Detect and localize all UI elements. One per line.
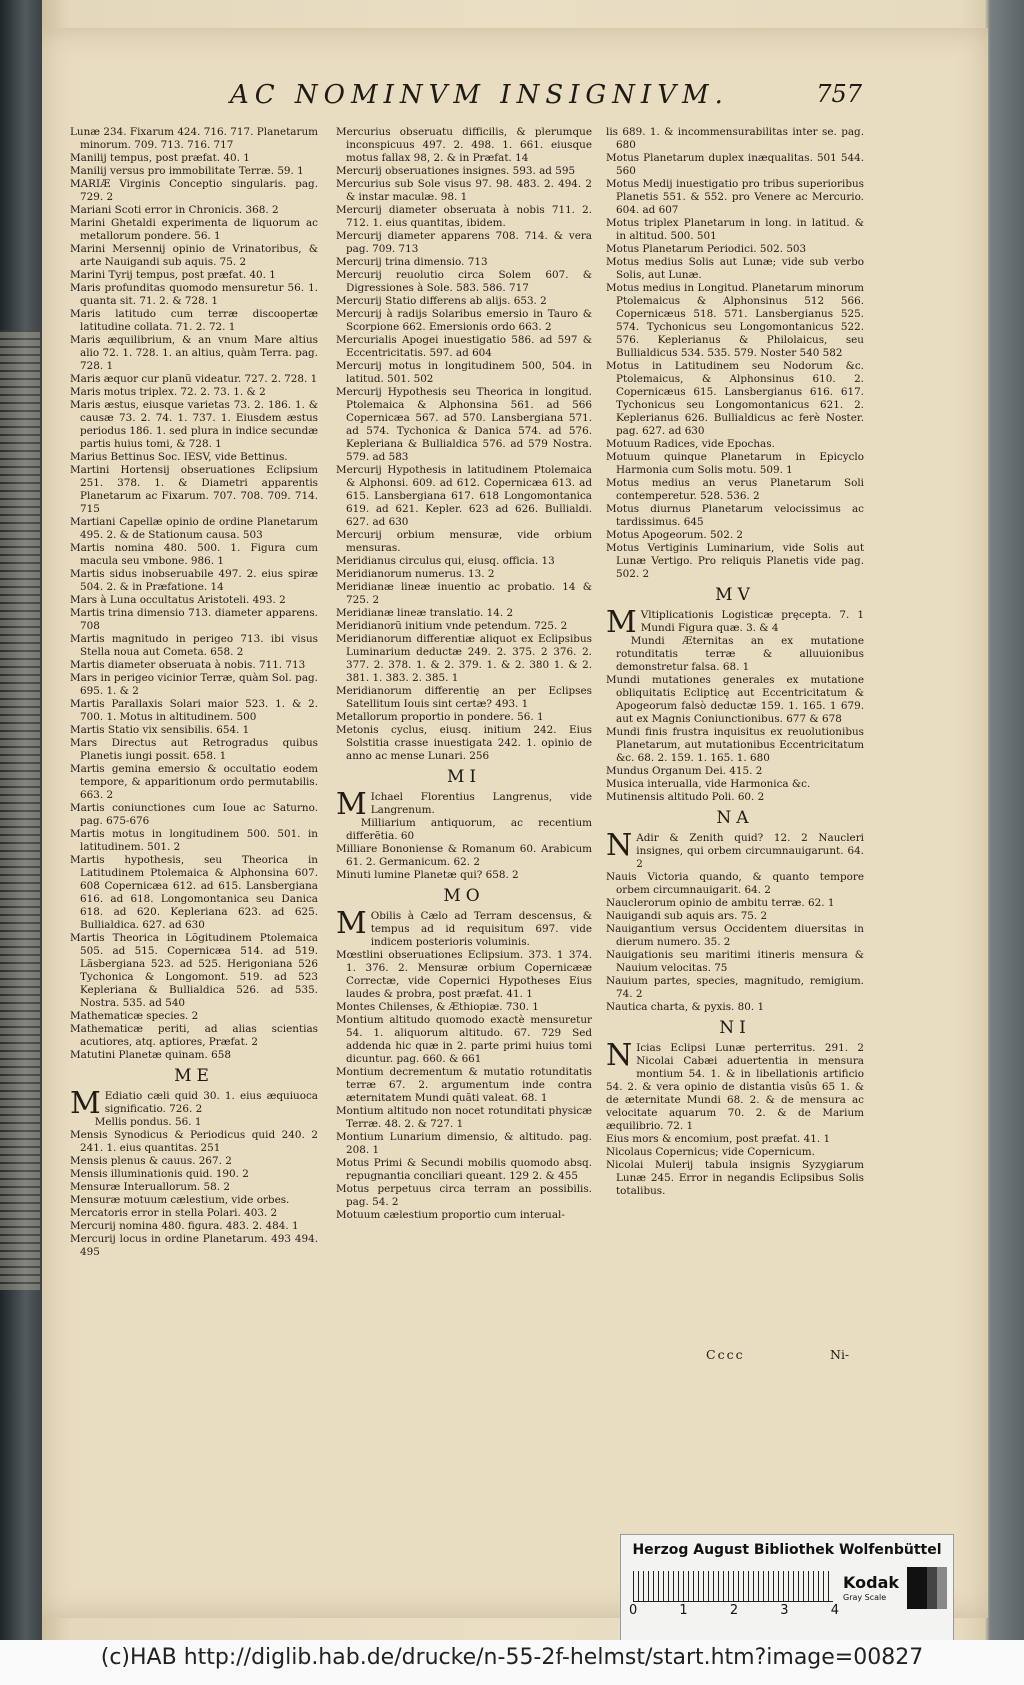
index-entry: Maris profunditas quomodo mensuretur 56. 1. quanta sit. 71. 2. & 728. 1	[70, 282, 318, 307]
index-entry: Lunæ 234. Fixarum 424. 716. 717. Planetarum minorum. 709. 713. 716. 717	[70, 126, 318, 151]
index-entry: Mensis illuminationis quid. 190. 2	[70, 1168, 249, 1180]
index-entry: Meridianorũ initium vnde petendum. 725. 2	[336, 620, 568, 632]
drop-cap: M	[336, 906, 367, 941]
index-entry: Motuum cælestium proportio cum interual-	[336, 1209, 565, 1221]
index-entry: Mercurij obseruationes insignes. 593. ad 595	[336, 165, 576, 177]
drop-cap: M	[606, 605, 637, 640]
first-entry-text: Vltiplicationis Logisticæ pręcepta. 7. 1 Mundi Figura quæ. 3. & 4	[640, 609, 864, 634]
index-entry: Martis gemina emersio & occultatio eodem tempore, & apparitionum ordo permutabilis. 663. 2	[70, 763, 318, 801]
section-heading-na: NA	[716, 808, 754, 828]
entry-list-left-after	[70, 1116, 318, 1259]
library-name: Herzog August Bibliothek Wolfenbüttel	[632, 1542, 942, 1558]
index-entry: Motus medius Solis aut Lunæ; vide sub verbo Solis, aut Lunæ.	[606, 256, 864, 281]
index-entry: Mercurij diameter obseruata à nobis 711. 2. 712. 1. eius quantitas, ibidem.	[336, 204, 592, 229]
index-entry: Meridianorum differentię an per Eclipses Satellitum Iouis sint certæ? 493. 1	[336, 685, 592, 710]
index-entry: Mathematicæ species. 2	[70, 1010, 199, 1022]
section-first-entry	[336, 787, 592, 822]
scale-ruler	[633, 1571, 833, 1602]
credit-link[interactable]: (c)HAB http://diglib.hab.de/drucke/n-55-2f-helmst/start.htm?image=00827	[100, 1645, 924, 1670]
index-entry: Meridianorum numerus. 13. 2	[336, 568, 495, 580]
page-number: 757	[816, 80, 862, 108]
index-entry: Motus Primi & Secundi mobilis quomodo absq. repugnantia conciliari queant. 129 2. & 455	[336, 1157, 592, 1182]
index-entry: Mercurij motus in longitudinem 500, 504. in latitud. 501. 502	[336, 360, 592, 385]
drop-cap: N	[606, 828, 633, 863]
index-entry: Mercurialis Apogei inuestigatio 586. ad 597 & Eccentricitatis. 597. ad 604	[336, 334, 592, 359]
index-entry: Mercurij locus in ordine Planetarum. 493 494. 495	[70, 1233, 318, 1258]
index-entry: Meridianorum differentiæ aliquot ex Eclipsibus Luminarium deductæ 249. 2. 375. 2 376. 2. 377. 2. 378. 1. & 2. 379. 1. & 2. 380 1. & 2. 381. 1. 383. 2. 385. 1	[336, 633, 592, 684]
index-entry: Nautica charta, & pyxis. 80. 1	[606, 1001, 765, 1013]
section-heading-mv: MV	[715, 585, 755, 605]
entry-list-right-after-1	[606, 635, 864, 804]
page-edges	[0, 330, 40, 1290]
section-heading-mo: MO	[443, 886, 485, 906]
index-entry: Mensuræ Interuallorum. 58. 2	[70, 1181, 230, 1193]
index-entry: Mercurius obseruatu difficilis, & plerumque inconspicuus 497. 2. 498. 1. 661. eiusque motus fallax 98, 2. & in Præfat. 14	[336, 126, 592, 164]
index-entry: Eius mors & encomium, post præfat. 41. 1	[606, 1133, 831, 1145]
index-entry: Motuum quinque Planetarum in Epicyclo Harmonia cum Solis motu. 509. 1	[606, 451, 864, 476]
index-entry: Milliare Bononiense & Romanum 60. Arabicum 61. 2. Germanicum. 62. 2	[336, 843, 592, 868]
page-header	[230, 80, 870, 120]
section-first-entry	[70, 1086, 318, 1121]
index-entry: Mercurij diameter apparens 708. 714. & vera pag. 709. 713	[336, 230, 592, 255]
index-entry: Mellis pondus. 56. 1	[94, 1116, 202, 1128]
first-entry-text: Icias Eclipsi Lunæ perterritus. 291. 2 Nicolai Cabæi aduertentia in mensura montium 54. 1. & in libellationis artificio 54. 2. & vera opinio de distantia visûs 65 1. & de æternitate Mundi 68. 2. & de mensura ac velocitate aquarum 70. 2. & de Marium æquilibrio. 72. 1	[606, 1042, 864, 1132]
index-column-middle	[336, 126, 592, 1222]
scale-number: 0	[629, 1603, 638, 1618]
index-entry: Motus medius in Longitud. Planetarum minorum Ptolemaicus & Alphonsinus 512 566. Copernicæus 518. 571. Lansbergianus 525. 574. Tychonicus seu Longomontanicus 522. 576. Keplerianus & Philolaicus, seu Bullialdicus 534. 535. 579. Noster 540 582	[606, 282, 864, 359]
scale-number: 3	[780, 1603, 789, 1618]
index-entry: Motus perpetuus circa terram an possibilis. pag. 54. 2	[336, 1183, 592, 1208]
index-entry: Marini Tyrij tempus, post præfat. 40. 1	[70, 269, 276, 281]
index-entry: Mars in perigeo vicinior Terræ, quàm Sol. pag. 695. 1. & 2	[70, 672, 318, 697]
index-entry: Motus Medij inuestigatio pro tribus superioribus Planetis 551. & 552. pro Venere ac Mercurio. 604. ad 607	[606, 178, 864, 216]
index-entry: Martis coniunctiones cum Ioue ac Saturno. pag. 675-676	[70, 802, 318, 827]
drop-cap: M	[336, 787, 367, 822]
catchword: Ni-	[830, 1347, 850, 1362]
index-entry: Mensis Synodicus & Periodicus quid 240. 2 241. 1. eius quantitas. 251	[70, 1129, 318, 1154]
index-entry: Mars Directus aut Retrogradus quibus Planetis iungi possit. 658. 1	[70, 737, 318, 762]
index-entry: Martis nomina 480. 500. 1. Figura cum macula seu vmbone. 986. 1	[70, 542, 318, 567]
entry-list-mid-after-1	[336, 817, 592, 882]
index-entry: Metonis cyclus, eiusq. initium 242. Eius Solstitia crasse inuestigata 242. 1. opinio de anno ac mense Lunari. 256	[336, 724, 592, 762]
index-entry: Mercurij reuolutio circa Solem 607. & Digressiones à Sole. 583. 586. 717	[336, 269, 592, 294]
index-entry: Martis magnitudo in perigeo 713. ibi visus Stella noua aut Cometa. 658. 2	[70, 633, 318, 658]
index-entry: Mercurij orbium mensuræ, vide orbium mensuras.	[336, 529, 592, 554]
index-entry: Mercurij Hypothesis in latitudinem Ptolemaica & Alphonsi. 609. ad 612. Copernicæa 613. ad 615. Lansbergiana 617. 618 Longomontanica 619. ad 621. Kepler. 623 ad 626. Bullialdi. 627. ad 630	[336, 464, 592, 528]
index-entry: Marini Mersennij opinio de Vrinatoribus, & arte Nauigandi sub aquis. 75. 2	[70, 243, 318, 268]
index-entry: Montium altitudo quomodo exactè mensuretur 54. 1. aliquorum altitudo. 67. 729 Sed addenda hic quæ in 2. parte primi huius tomi dicuntur. pag. 660. & 661	[336, 1014, 592, 1065]
index-entry: Marius Bettinus Soc. IESV, vide Bettinus.	[70, 451, 288, 463]
index-entry: Mercurij trina dimensio. 713	[336, 256, 488, 268]
entry-list-mid	[336, 126, 592, 763]
index-entry: Mercurij nomina 480. figura. 483. 2. 484. 1	[70, 1220, 299, 1232]
index-entry: Mars à Luna occultatus Aristoteli. 493. 2	[70, 594, 286, 606]
index-entry: Martis sidus inobseruabile 497. 2. eius spiræ 504. 2. & in Præfatione. 14	[70, 568, 318, 593]
scale-number: 2	[729, 1603, 739, 1618]
entry-list-right-after-3	[606, 1133, 864, 1198]
index-entry: MARIÆ Virginis Conceptio singularis. pag. 729. 2	[70, 178, 318, 203]
index-entry: Maris æquor cur planũ videatur. 727. 2. 728. 1	[70, 373, 318, 385]
index-entry: Nicolai Mulerij tabula insignis Syzygiarum Lunæ 245. Error in negandis Eclipsibus Solis totalibus.	[606, 1159, 864, 1197]
running-title: AC NOMINVM INSIGNIVM.	[230, 80, 729, 110]
entry-list-mid-after-2	[336, 949, 592, 1222]
signature-mark: Cccc	[706, 1347, 745, 1362]
index-entry: Motus Planetarum Periodici. 502. 503	[606, 243, 807, 255]
index-entry: Motus Apogeorum. 502. 2	[606, 529, 744, 541]
index-entry: Martis diameter obseruata à nobis. 711. 713	[70, 659, 306, 671]
first-entry-text: Adir & Zenith quid? 12. 2 Naucleri insignes, qui orbem circumnauigarunt. 64. 2	[636, 832, 864, 870]
index-entry: Metallorum proportio in pondere. 56. 1	[336, 711, 544, 723]
index-entry: Manilij tempus, post præfat. 40. 1	[70, 152, 250, 164]
first-entry-text: Ediatio cæli quid 30. 1. eius æquiuoca significatio. 726. 2	[104, 1090, 318, 1115]
index-entry: Martis motus in longitudinem 500. 501. in latitudinem. 501. 2	[70, 828, 318, 853]
index-entry: Motus in Latitudinem seu Nodorum &c. Ptolemaicus, & Alphonsinus 610. 2. Copernicæus 615. Lansbergianus 616. 617. Tychonicus seu Longomontanicus 621. 2. Keplerianus 626. Bullialdicus ac ferè Noster. pag. 627. ad 630	[606, 360, 864, 437]
index-entry: Mariani Scoti error in Chronicis. 368. 2	[70, 204, 279, 216]
index-entry: Motus triplex Planetarum in long. in latitud. & in altitud. 500. 501	[606, 217, 864, 242]
index-entry: Meridianæ lineæ inuentio ac probatio. 14 & 725. 2	[336, 581, 592, 606]
scale-numbers	[629, 1603, 839, 1618]
index-entry: Martis Statio vix sensibilis. 654. 1	[70, 724, 250, 736]
drop-cap: M	[70, 1086, 101, 1121]
index-entry: Mundi mutationes generales ex mutatione obliquitatis Eclipticę aut Eccentricitatum & Apogeorum falsò deductæ 159. 1. 165. 1 679. aut ex Magnis Coniunctionibus. 677 & 678	[606, 674, 864, 725]
index-entry: Motus Planetarum duplex inæqualitas. 501 544. 560	[606, 152, 864, 177]
index-column-right	[606, 126, 864, 1198]
index-entry: Mundi finis frustra inquisitus ex reuolutionibus Planetarum, aut mutationibus Eccentricitatum &c. 68. 2. 159. 1. 165. 1. 680	[606, 726, 864, 764]
index-entry: Martis hypothesis, seu Theorica in Latitudinem Ptolemaica & Alphonsina 607. 608 Copernicæa 612. ad 615. Lansbergiana 616. ad 618. Longomontanica seu Danica 618. ad 620. Kepleriana 623. ad 625. Bullialdica. 627. ad 630	[70, 854, 318, 931]
index-entry: Nauigationis seu maritimi itineris mensura & Nauium velocitas. 75	[606, 949, 864, 974]
section-heading-mi: MI	[446, 767, 482, 787]
index-entry: Mundus Organum Dei. 415. 2	[606, 765, 763, 777]
index-entry: Nicolaus Copernicus; vide Copernicum.	[606, 1146, 815, 1158]
section-first-entry	[336, 906, 592, 949]
index-entry: Martis Parallaxis Solari maior 523. 1. & 2. 700. 1. Motus in altitudinem. 500	[70, 698, 318, 723]
index-entry: Mœstlini obseruationes Eclipsium. 373. 1 374. 1. 376. 2. Mensuræ orbium Copernicææ Correctæ, vide Copernici Hypotheses Eius laudes & probra, post præfat. 41. 1	[336, 949, 592, 1000]
index-entry: Meridianæ lineæ translatio. 14. 2	[336, 607, 514, 619]
index-entry: Mensis plenus & cauus. 267. 2	[70, 1155, 232, 1167]
index-entry: Martiani Capellæ opinio de ordine Planetarum 495. 2. & de Stationum causa. 503	[70, 516, 318, 541]
index-entry: Nauigandi sub aquis ars. 75. 2	[606, 910, 768, 922]
section-heading-ni: NI	[719, 1018, 751, 1038]
index-column-left	[70, 126, 318, 1259]
index-entry: Martini Hortensij obseruationes Eclipsium 251. 378. 1. & Diametri apparentis Planetarum ac Fixarum. 707. 708. 709. 714. 715	[70, 464, 318, 515]
section-first-entry	[606, 828, 864, 871]
index-entry: lis 689. 1. & incommensurabilitas inter se. pag. 680	[606, 126, 864, 151]
index-entry: Motus Vertiginis Luminarium, vide Solis aut Lunæ Vertigo. Pro reliquis Planetis vide pag. 502. 2	[606, 542, 864, 580]
index-entry: Mercurij Hypothesis seu Theorica in longitud. Ptolemaica & Alphonsina 561. ad 566 Copernicæa 567. ad 570. Lansbergiana 571. ad 574. Tychonica & Danica 574. ad 576. Kepleriana & Bullialdica 576. ad 579 Nostra. 579. ad 583	[336, 386, 592, 463]
index-entry: Montium altitudo non nocet rotunditati physicæ Terræ. 48. 2. & 727. 1	[336, 1105, 592, 1130]
index-entry: Mathematicæ periti, ad alias scientias acutiores, atq. aptiores, Præfat. 2	[70, 1023, 318, 1048]
index-entry: Mutinensis altitudo Poli. 60. 2	[606, 791, 765, 803]
entry-list-right	[606, 126, 864, 581]
index-entry: Montium decrementum & mutatio rotunditatis terræ 67. 2. argumentum inde contra æternitatem Mundi quãti valeat. 68. 1	[336, 1066, 592, 1104]
first-entry-text: Obilis à Cælo ad Terram descensus, & tempus ad id requisitum 697. vide indicem posterioris voluminis.	[370, 910, 592, 948]
index-entry: Musica interualla, vide Harmonica &c.	[606, 778, 811, 790]
index-entry: Mundi Æternitas an ex mutatione rotunditatis terræ & alluuionibus demonstretur falsa. 68. 1	[616, 635, 864, 673]
index-entry: Nauclerorum opinio de ambitu terræ. 62. 1	[606, 897, 835, 909]
section-heading-me: ME	[174, 1066, 214, 1086]
index-entry: Mercurius sub Sole visus 97. 98. 483. 2. 494. 2 & instar maculæ. 98. 1	[336, 178, 592, 203]
index-entry: Maris latitudo cum terræ discoopertæ latitudine collata. 71. 2. 72. 1	[70, 308, 318, 333]
index-entry: Nauis Victoria quando, & quanto tempore orbem circumnauigarit. 64. 2	[606, 871, 864, 896]
index-entry: Nauigantium versus Occidentem diuersitas in dierum numero. 35. 2	[606, 923, 864, 948]
entry-list-right-after-2	[606, 871, 864, 1014]
index-entry: Montium Lunarium dimensio, & altitudo. pag. 208. 1	[336, 1131, 592, 1156]
index-entry: Mensuræ motuum cælestium, vide orbes.	[70, 1194, 290, 1206]
section-first-entry	[606, 1038, 864, 1133]
section-first-entry	[606, 605, 864, 640]
index-entry: Martis trina dimensio 713. diameter apparens. 708	[70, 607, 318, 632]
index-entry: Milliarium antiquorum, ac recentium differẽtia. 60	[346, 817, 592, 842]
gray-swatch	[907, 1567, 947, 1609]
index-entry: Motus medius an verus Planetarum Soli contemperetur. 528. 536. 2	[606, 477, 864, 502]
index-entry: Mercatoris error in stella Polari. 403. 2	[70, 1207, 278, 1219]
index-entry: Nauium partes, species, magnitudo, remigium. 74. 2	[606, 975, 864, 1000]
index-entry: Mercurij Statio differens ab alijs. 653. 2	[336, 295, 547, 307]
index-entry: Marini Ghetaldi experimenta de liquorum ac metallorum pondere. 56. 1	[70, 217, 318, 242]
index-entry: Matutini Planetæ quinam. 658	[70, 1049, 231, 1061]
entry-list-left	[70, 126, 318, 1062]
index-entry: Minuti lumine Planetæ qui? 658. 2	[336, 869, 519, 881]
index-entry: Motus diurnus Planetarum velocissimus ac tardissimus. 645	[606, 503, 864, 528]
index-entry: Martis Theorica in Lõgitudinem Ptolemaica 505. ad 515. Copernicæa 514. ad 519. Lãsbergiana 523. ad 525. Herigoniana 526 Tychonica & Longomont. 519. ad 523 Kepleriana & Bullialdica 526. ad 535. Nostra. 535. ad 540	[70, 932, 318, 1009]
library-color-card	[620, 1534, 954, 1646]
index-entry: Manilij versus pro immobilitate Terræ. 59. 1	[70, 165, 304, 177]
index-entry: Maris motus triplex. 72. 2. 73. 1. & 2	[70, 386, 266, 398]
index-entry: Montes Chilenses, & Æthiopiæ. 730. 1	[336, 1001, 539, 1013]
kodak-logo: Kodak	[843, 1573, 899, 1592]
drop-cap: N	[606, 1038, 633, 1073]
scale-number: 1	[679, 1603, 688, 1618]
first-entry-text: Ichael Florentius Langrenus, vide Langrenum.	[370, 791, 592, 816]
index-entry: Mercurij à radijs Solaribus emersio in Tauro & Scorpione 662. Emersionis ordo 663. 2	[336, 308, 592, 333]
scale-number: 4	[830, 1603, 839, 1618]
index-entry: Maris æquilibrium, & an vnum Mare altius alio 72. 1. 728. 1. an altius, quàm Terra. pag. 728. 1	[70, 334, 318, 372]
index-entry: Maris æstus, eiusque varietas 73. 2. 186. 1. & causæ 73. 2. 74. 1. 737. 1. Eiusdem æstus periodus 186. 1. sed plura in indice secundæ partis huius tomi, & 728. 1	[70, 399, 318, 450]
kodak-subtitle: Gray Scale	[843, 1593, 887, 1602]
index-entry: Motuum Radices, vide Epochas.	[606, 438, 775, 450]
index-entry: Meridianus circulus qui, eiusq. officia. 13	[336, 555, 555, 567]
